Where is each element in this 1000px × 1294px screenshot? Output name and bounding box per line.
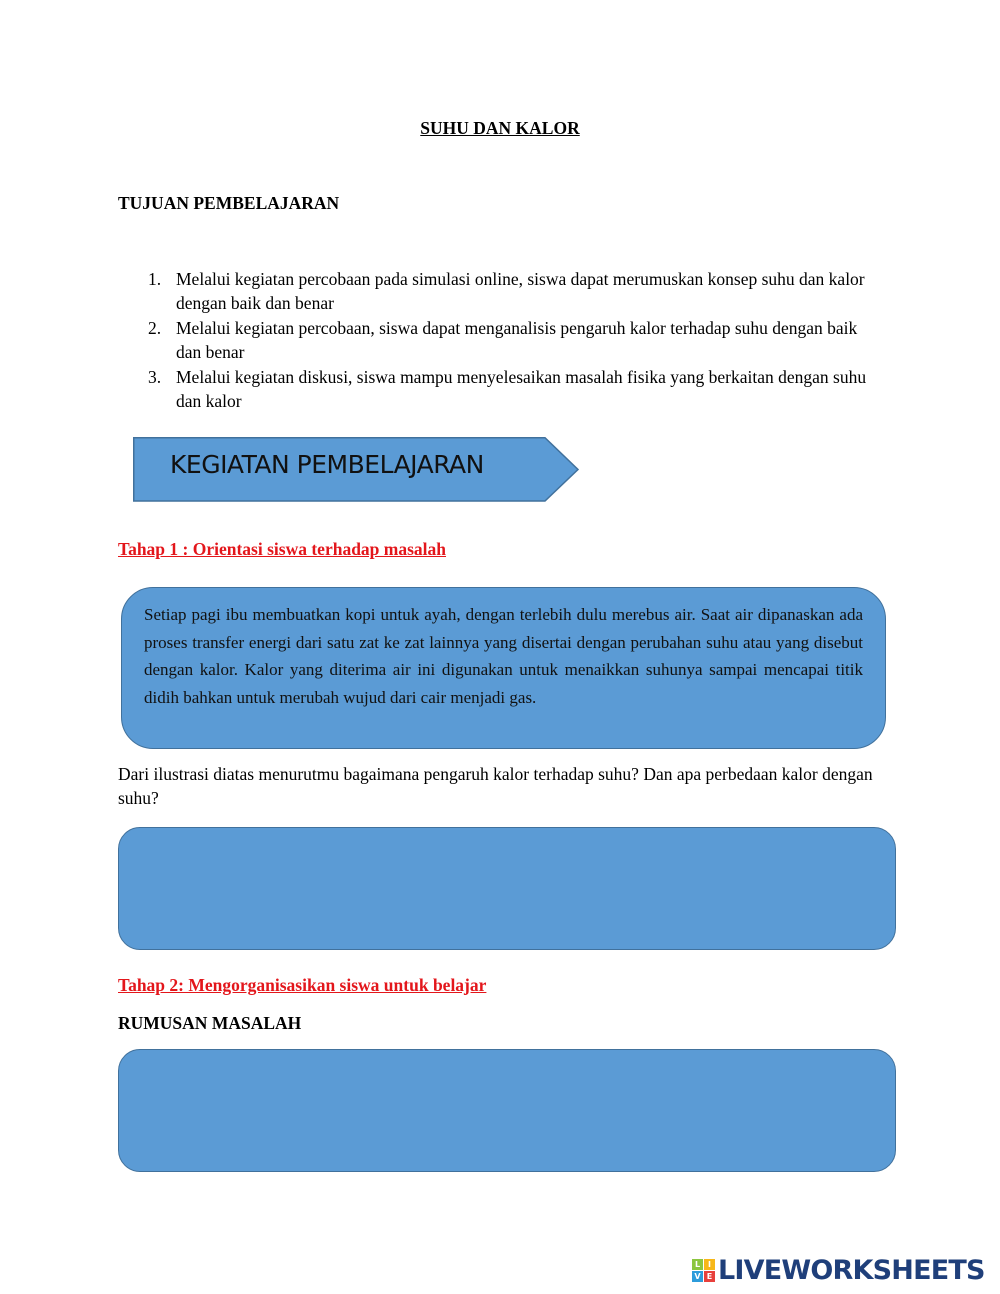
list-text: Melalui kegiatan diskusi, siswa mampu menyelesaikan masalah fisika yang berkaitan dengan suhu dan kalor [176, 366, 867, 412]
activity-banner [133, 437, 579, 502]
story-text: Setiap pagi ibu membuatkan kopi untuk ayah, dengan terlebih dulu merebus air. Saat air dipanaskan ada proses transfer energi dari satu zat ke zat lainnya yang disertai dengan perubahan suhu atau yang disebut dengan kalor. Kalor yang diterima air ini digunakan untuk menaikkan suhunya sampai mencapai titik didih bahkan untuk merubah wujud dari cair menjadi gas. [144, 605, 863, 707]
logo-tile: I [704, 1259, 715, 1270]
list-item [148, 316, 878, 365]
logo-tiles-icon [692, 1259, 715, 1282]
logo-tile: L [692, 1259, 703, 1270]
stage1-heading: Tahap 1 : Orientasi siswa terhadap masalah [118, 539, 447, 559]
list-text: Melalui kegiatan percobaan pada simulasi online, siswa dapat merumuskan konsep suhu dan kalor dengan baik dan benar [176, 269, 865, 314]
list-number: 1. [148, 269, 162, 289]
list-item [148, 365, 878, 414]
list-number: 2. [148, 317, 162, 338]
logo-text: LIVEWORKSHEETS [718, 1254, 985, 1286]
problem-formulation-heading: RUMUSAN MASALAH [118, 1013, 302, 1033]
logo-tile: V [692, 1271, 703, 1282]
logo-tile: E [704, 1271, 715, 1282]
liveworksheets-logo [692, 1256, 985, 1284]
list-item [148, 267, 878, 316]
banner-label: KEGIATAN PEMBELAJARAN [170, 450, 484, 479]
answer-box-1[interactable] [118, 827, 896, 950]
story-box [121, 587, 886, 749]
list-text: Melalui kegiatan percobaan, siswa dapat menganalisis pengaruh kalor terhadap suhu dengan baik dan benar [176, 317, 858, 363]
question-text: Dari ilustrasi diatas menurutmu bagaimana pengaruh kalor terhadap suhu? Dan apa perbedaan kalor dengan suhu? [118, 764, 873, 809]
objectives-heading: TUJUAN PEMBELAJARAN [118, 193, 340, 213]
page-title: SUHU DAN KALOR [420, 118, 580, 138]
answer-box-2[interactable] [118, 1049, 896, 1172]
objectives-list [148, 267, 878, 413]
list-number: 3. [148, 366, 162, 387]
stage2-heading: Tahap 2: Mengorganisasikan siswa untuk belajar [118, 975, 487, 995]
